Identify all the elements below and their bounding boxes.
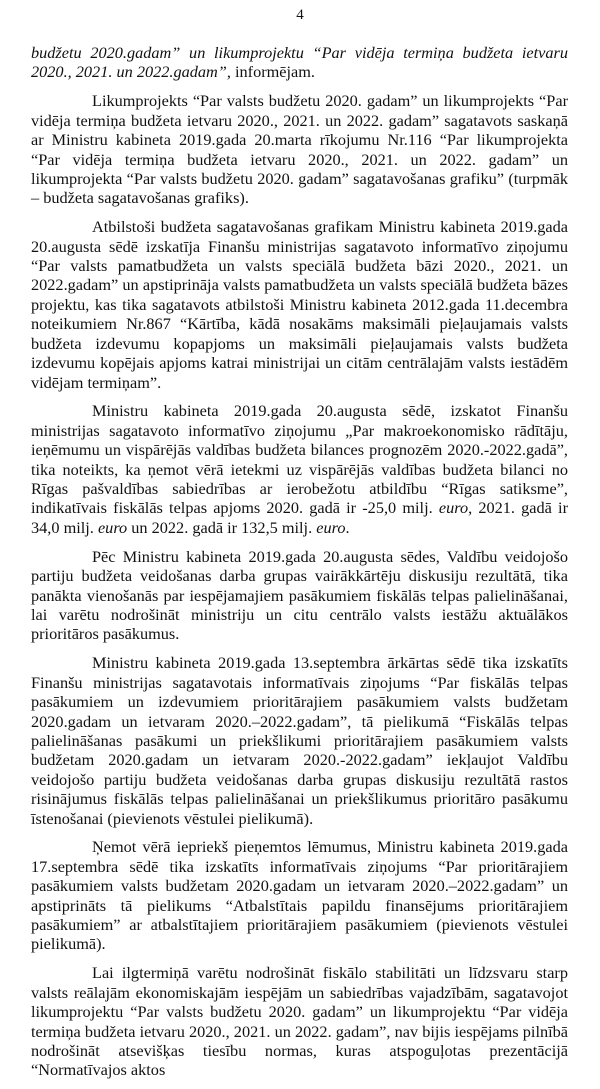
paragraph-budget-schedule [31,217,568,392]
document-body [31,43,568,1089]
text-run: Lai ilgtermiņā varētu nodrošināt fiskālo stabilitāti un līdzsvaru starp valsts reālajām ekonomiskajām iespējām un sabiedrības vajadzībām, sagatavojot likumprojektu “Par valsts budžetu 2020. gadam” un likumprojektu “Par vidēja termiņa budžeta ietvaru 2020., 2021. un 2022. gadam”, nav bijis iespējams pilnībā nodrošināt atsevišķas tiesību normas, kuras atspoguļotas prezentācijā “Normatīvajos aktos [31,963,568,1080]
paragraph-fiscal-space [31,401,568,537]
paragraph-continuation [31,43,568,82]
text-run: , 2021. gadā ir 34,0 milj. [31,498,569,537]
paragraph-fiscal-stability [31,963,568,1079]
text-run: . [345,517,350,537]
page-number: 4 [296,7,304,23]
text-run: Ministru kabineta 2019.gada 13.septembra ārkārtas sēdē tika izskatīts Finanšu ministrijas sagatavotais informatīvais ziņojums “Par fiskālās telpas pasākumiem un izdevumiem prioritārajiem pasākumiem valsts budžetam 2020.gadam un ietvaram 2020.–2022.gadam”, tā pielikumā “Fiskālās telpas palielināšanas pasākumi un priekšlikumi prioritārajiem pasākumiem valsts budžetam 2020.gadam un ietvaram 2020.-2022.gadam” iekļaujot Valdību veidojošo partiju budžeta veidošanas darba grupas diskusiju rezultātā rastos risinājumus fiskālās telpas palielināšanai un priekšlikumus prioritāro pasākumu īstenošanai (pievienots vēstulei pielikumā). [31,653,568,828]
text-run: Atbilstoši budžeta sagatavošanas grafikam Ministru kabineta 2019.gada 20.augusta sēdē izskatīja Finanšu ministrijas sagatavoto informatīvo ziņojumu “Par valsts pamatbudžeta un valsts speciālā budžeta bāzi 2020., 2021. un 2022.gadam” un apstiprināja valsts pamatbudžeta un valsts speciālā budžeta bāzes projektu, kas tika sagatavots atbilstoši Ministru kabineta 2012.gada 11.decembra noteikumiem Nr.867 “Kārtība, kādā nosakāms maksimāli pieļaujamais valsts budžeta izdevumu kopapjoms un maksimāli pieļaujamais valsts budžeta izdevumu kopējais apjoms katrai ministrijai un citām centrālajām valsts iestādēm vidējam termiņam”. [31,217,568,392]
law-draft-title-italic: budžetu 2020.gadam” un likumprojektu “Par vidēja termiņa budžeta ietvaru 2020., 2021. un 2022.gadam” [31,43,568,82]
currency-euro: euro [316,517,346,537]
text-run: Pēc Ministru kabineta 2019.gada 20.augusta sēdes, Valdību veidojošo partiju budžeta veidošanas darba grupas vairākkārtēju diskusiju rezultātā, tika panākta vienošanās par iespējamajiem pasākumiem fiskālās telpas palielināšanai, lai varētu nodrošināt ministriju un citu centrālo valsts iestāžu aktuālākos prioritāros pasākumus. [31,546,568,644]
currency-euro: euro [438,498,469,518]
paragraph-september-17-session [31,837,568,953]
text-run: un 2022. gadā ir 132,5 milj. [127,517,317,537]
text-run: Ministru kabineta 2019.gada 20.augusta sēdē, izskatot Finanšu ministrijas sagatavoto informatīvo ziņojumu „Par makroekonomisko rādītāju, ieņēmumu un vispārējās valdības budžeta bilances prognozēm 2020.-2022.gadā”, tika noteikts, ka ņemot vērā ietekmi uz vispārējās valdības budžeta bilanci no Rīgas pašvaldības sabiedrības ar ierobežotu atbildību “Rīgas satiksme”, indikatīvais fiskālās telpas apjoms 2020. gadā ir -25,0 milj. [31,401,568,518]
paragraph-law-drafts-prepared [31,91,568,207]
text-run: Likumprojekts “Par valsts budžetu 2020. gadam” un likumprojekts “Par vidēja termiņa budžeta ietvaru 2020., 2021. un 2022. gadam” sagatavots saskaņā ar Ministru kabineta 2019.gada 20.marta rīkojumu Nr.116 “Par likumprojekta “Par vidēja termiņa budžeta ietvaru 2020., 2021. un 2022. gadam” un likumprojekta “Par valsts budžetu 2020. gadam” sagatavošanas grafiku” (turpmāk – budžeta sagatavošanas grafiks). [31,91,568,208]
paragraph-working-group [31,547,568,644]
text-run: Ņemot vērā iepriekš pieņemtos lēmumus, Ministru kabineta 2019.gada 17.septembra sēdē tika izskatīts informatīvais ziņojums “Par prioritārajiem pasākumiem valsts budžetam 2020.gadam un ietvaram 2020.–2022.gadam” un apstiprināts tā pielikums “Atbalstītais papildu finansējums prioritārajiem pasākumiem” ar atbalstītajiem prioritārajiem pasākumiem (pievienots vēstulei pielikumā). [31,837,568,954]
currency-euro: euro [97,517,128,537]
paragraph-september-13-session [31,653,568,828]
text-run: , informējam. [226,62,316,82]
